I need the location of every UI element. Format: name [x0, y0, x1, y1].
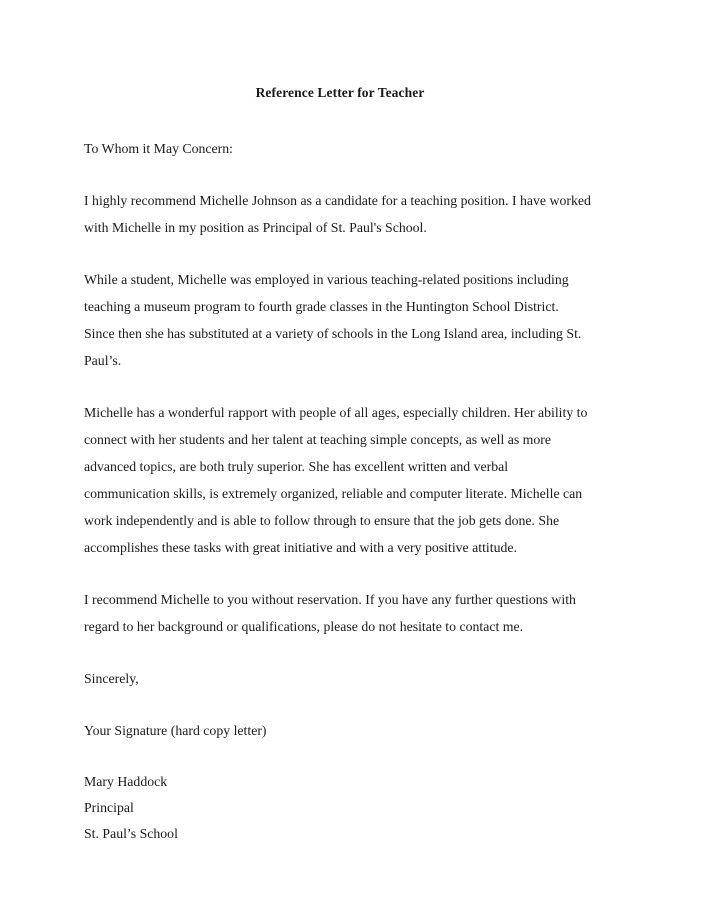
- letter-paragraph-3: Since then she has substituted at a variety of schools in the Long Island area, including St. Paul’s.: [84, 326, 582, 368]
- signature-placeholder-note: Your Signature (hard copy letter): [84, 723, 267, 738]
- signer-block: [84, 744, 596, 847]
- page-title: Reference Letter for Teacher: [255, 85, 425, 100]
- letter-closing: Sincerely,: [84, 671, 139, 686]
- letter-paragraph-5: I recommend Michelle to you without reservation. If you have any further questions with regard to her background or qualifications, please do not hesitate to contact me.: [84, 592, 576, 634]
- letter-paragraph-2: While a student, Michelle was employed in various teaching-related positions including teaching a museum program to fourth grade classes in the Huntington School District.: [84, 272, 569, 314]
- letter-body: [84, 0, 596, 847]
- signer-name: Mary Haddock: [84, 774, 168, 789]
- letter-paragraph-4: Michelle has a wonderful rapport with people of all ages, especially children. Her ability to connect with her students and her talent at teaching simple concepts, as well as more advanced topics, are both truly superior. She has excellent written and verbal communication skills, is extremely organized, reliable and computer literate. Michelle can work independently and is able to follow through to ensure that the job gets done. She accomplishes these tasks with great initiative and with a very positive attitude.: [84, 405, 588, 555]
- letter-paragraph-1: I highly recommend Michelle Johnson as a candidate for a teaching position. I have worked with Michelle in my position as Principal of St. Paul's School.: [84, 193, 591, 235]
- letter-salutation: To Whom it May Concern:: [84, 141, 233, 156]
- signer-title: Principal: [84, 800, 134, 815]
- signer-organization: St. Paul’s School: [84, 826, 178, 841]
